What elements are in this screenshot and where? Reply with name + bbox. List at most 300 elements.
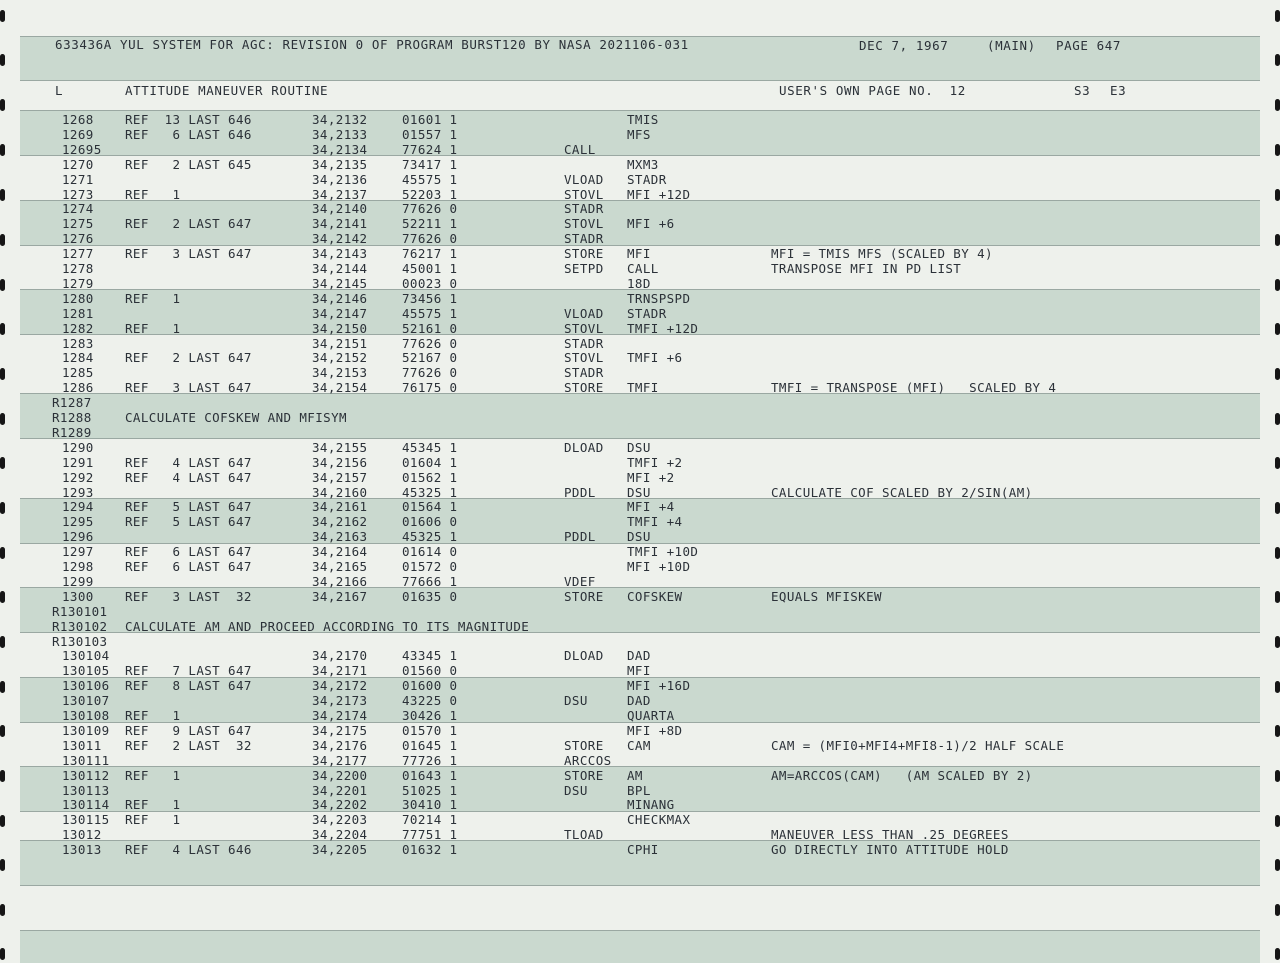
listing-row [0, 559, 1280, 574]
octal-word: 43345 1 [402, 648, 458, 664]
octal-word: 77626 0 [402, 201, 458, 217]
reference-info: REF 1 [125, 797, 181, 813]
operand: TMFI +6 [627, 350, 683, 366]
reference-info: REF 3 LAST 32 [125, 588, 252, 604]
octal-word: 01632 1 [402, 842, 458, 858]
memory-address: 34,2201 [312, 782, 368, 798]
octal-word: 73417 1 [402, 156, 458, 172]
listing-row [0, 485, 1280, 500]
memory-address: 34,2140 [312, 201, 368, 217]
listing-row [0, 619, 1280, 634]
memory-address: 34,2136 [312, 171, 368, 187]
operand: TMFI +2 [627, 454, 683, 470]
opcode: PDDL [564, 484, 596, 500]
opcode: VLOAD [564, 305, 604, 321]
listing-row [0, 306, 1280, 321]
operand: MFI +10D [627, 559, 691, 574]
octal-word: 77726 1 [402, 752, 458, 768]
line-number: 1290 [62, 439, 94, 455]
octal-word: 77626 0 [402, 365, 458, 381]
line-number: 130115 [62, 812, 110, 828]
listing-row [0, 663, 1280, 678]
reference-info: REF 1 [125, 812, 181, 828]
memory-address: 34,2156 [312, 454, 368, 470]
line-number: 1276 [62, 231, 94, 247]
operand: 18D [627, 275, 651, 291]
line-number: 1284 [62, 350, 94, 366]
octal-word: 01564 1 [402, 499, 458, 515]
reference-info: REF 8 LAST 647 [125, 678, 252, 694]
reference-info: CALCULATE AM AND PROCEED ACCORDING TO ITS MAGNITUDE [125, 618, 530, 634]
listing-row [0, 768, 1280, 783]
header-date: DEC 7, 1967 [859, 38, 949, 53]
reference-info: REF 7 LAST 647 [125, 663, 252, 679]
reference-info: REF 1 [125, 767, 181, 783]
memory-address: 34,2162 [312, 514, 368, 530]
operand: MXM3 [627, 156, 659, 172]
subheader-code-1: S3 [1074, 83, 1091, 98]
reference-info: REF 2 LAST 647 [125, 350, 252, 366]
listing-row [0, 157, 1280, 172]
listing-row [0, 142, 1280, 157]
operand: CPHI [627, 842, 659, 858]
line-number: 1294 [62, 499, 94, 515]
listing-row [0, 440, 1280, 455]
opcode: STORE [564, 380, 604, 396]
feed-hole [1275, 10, 1280, 22]
octal-word: 00023 0 [402, 275, 458, 291]
memory-address: 34,2142 [312, 231, 368, 247]
line-number: 1285 [62, 365, 94, 381]
line-number: 130111 [62, 752, 110, 768]
operand: STADR [627, 171, 667, 187]
line-number: 1300 [62, 588, 94, 604]
operand: CALL [627, 261, 659, 276]
line-number: 1268 [62, 112, 94, 127]
line-number: 1278 [62, 261, 94, 276]
octal-word: 01600 0 [402, 678, 458, 694]
reference-info: REF 6 LAST 647 [125, 544, 252, 560]
listing-row [0, 648, 1280, 663]
feed-hole [1275, 859, 1280, 871]
reference-info: REF 5 LAST 647 [125, 499, 252, 515]
octal-word: 76217 1 [402, 246, 458, 262]
memory-address: 34,2174 [312, 708, 368, 723]
octal-word: 52211 1 [402, 216, 458, 232]
operand: MINANG [627, 797, 675, 813]
memory-address: 34,2175 [312, 722, 368, 738]
operand: TRNSPSPD [627, 290, 691, 306]
reference-info: REF 2 LAST 647 [125, 216, 252, 232]
octal-word: 01562 1 [402, 469, 458, 485]
line-number: 1283 [62, 335, 94, 351]
opcode: STADR [564, 365, 604, 381]
listing-row [0, 753, 1280, 768]
memory-address: 34,2173 [312, 693, 368, 709]
feed-hole [0, 904, 5, 916]
reference-info: REF 4 LAST 647 [125, 469, 252, 485]
listing-row [0, 842, 1280, 857]
octal-word: 45001 1 [402, 261, 458, 276]
memory-address: 34,2202 [312, 797, 368, 813]
operand: STADR [627, 305, 667, 321]
line-number: 130113 [62, 782, 110, 798]
operand: TMIS [627, 112, 659, 127]
line-number: R1289 [52, 424, 92, 440]
octal-word: 77626 0 [402, 231, 458, 247]
listing-row [0, 455, 1280, 470]
octal-word: 01570 1 [402, 722, 458, 738]
rule-line [20, 885, 1260, 886]
line-number: 1275 [62, 216, 94, 232]
listing-row [0, 425, 1280, 440]
comment: MANEUVER LESS THAN .25 DEGREES [771, 827, 1009, 843]
memory-address: 34,2165 [312, 559, 368, 574]
opcode: STORE [564, 588, 604, 604]
line-number: 1270 [62, 156, 94, 172]
listing-row [0, 365, 1280, 380]
line-number: 130114 [62, 797, 110, 813]
listing-row [0, 529, 1280, 544]
reference-info: REF 1 [125, 290, 181, 306]
operand: MFS [627, 126, 651, 142]
operand: TMFI +12D [627, 320, 699, 336]
memory-address: 34,2157 [312, 469, 368, 485]
operand: TMFI [627, 380, 659, 396]
operand: DSU [627, 484, 651, 500]
opcode: DSU [564, 693, 588, 709]
reference-info: REF 3 LAST 647 [125, 380, 252, 396]
line-number: 130109 [62, 722, 110, 738]
operand: DAD [627, 693, 651, 709]
reference-info: REF 1 [125, 186, 181, 202]
line-number: 1271 [62, 171, 94, 187]
octal-word: 77624 1 [402, 141, 458, 157]
line-number: 1269 [62, 126, 94, 142]
comment: CAM = (MFI0+MFI4+MFI8-1)/2 HALF SCALE [771, 737, 1065, 753]
listing-row [0, 797, 1280, 812]
line-number: 1279 [62, 275, 94, 291]
listing-row [0, 112, 1280, 127]
reference-info: CALCULATE COFSKEW AND MFISYM [125, 410, 347, 425]
operand: MFI +16D [627, 678, 691, 694]
operand: MFI +8D [627, 722, 683, 738]
octal-word: 01606 0 [402, 514, 458, 530]
octal-word: 51025 1 [402, 782, 458, 798]
memory-address: 34,2200 [312, 767, 368, 783]
memory-address: 34,2176 [312, 737, 368, 753]
comment: AM=ARCCOS(CAM) (AM SCALED BY 2) [771, 767, 1033, 783]
memory-address: 34,2143 [312, 246, 368, 262]
opcode: STOVL [564, 186, 604, 202]
line-number: 1274 [62, 201, 94, 217]
listing-row [0, 276, 1280, 291]
reference-info: REF 5 LAST 647 [125, 514, 252, 530]
opcode: VLOAD [564, 171, 604, 187]
octal-word: 30426 1 [402, 708, 458, 723]
line-number: 1293 [62, 484, 94, 500]
reference-info: REF 1 [125, 708, 181, 723]
listing-row [0, 812, 1280, 827]
opcode: STADR [564, 231, 604, 247]
operand: BPL [627, 782, 651, 798]
line-number: 1280 [62, 290, 94, 306]
listing-row [0, 827, 1280, 842]
listing-row [0, 574, 1280, 589]
listing-row [0, 693, 1280, 708]
user-page-number: USER'S OWN PAGE NO. 12 [779, 83, 966, 98]
memory-address: 34,2172 [312, 678, 368, 694]
opcode: STORE [564, 246, 604, 262]
listing-row [0, 261, 1280, 276]
memory-address: 34,2163 [312, 529, 368, 545]
listing-row [0, 127, 1280, 142]
operand: COFSKEW [627, 588, 683, 604]
octal-word: 01643 1 [402, 767, 458, 783]
listing-row [0, 291, 1280, 306]
octal-word: 01635 0 [402, 588, 458, 604]
line-number: 1273 [62, 186, 94, 202]
line-number: 1295 [62, 514, 94, 530]
opcode: STOVL [564, 350, 604, 366]
line-number: 130104 [62, 648, 110, 664]
listing-row [0, 410, 1280, 425]
listing-row [0, 321, 1280, 336]
line-number: 13011 [62, 737, 102, 753]
line-number: 1277 [62, 246, 94, 262]
operand: CAM [627, 737, 651, 753]
line-number: 13013 [62, 842, 102, 858]
listing-row [0, 783, 1280, 798]
listing-row [0, 201, 1280, 216]
line-number: 1282 [62, 320, 94, 336]
listing-row [0, 246, 1280, 261]
reference-info: REF 3 LAST 647 [125, 246, 252, 262]
operand: AM [627, 767, 643, 783]
listing-row [0, 678, 1280, 693]
octal-word: 76175 0 [402, 380, 458, 396]
memory-address: 34,2177 [312, 752, 368, 768]
reference-info: REF 6 LAST 646 [125, 126, 252, 142]
opcode: ARCCOS [564, 752, 612, 768]
octal-word: 01572 0 [402, 559, 458, 574]
header-title: 633436A YUL SYSTEM FOR AGC: REVISION 0 OF PROGRAM BURST120 BY NASA 2021106-031 [55, 37, 689, 52]
listing-row [0, 723, 1280, 738]
opcode: STOVL [564, 216, 604, 232]
octal-word: 77626 0 [402, 335, 458, 351]
line-number: 1297 [62, 544, 94, 560]
opcode: SETPD [564, 261, 604, 276]
octal-word: 52203 1 [402, 186, 458, 202]
operand: MFI +2 [627, 469, 675, 485]
memory-address: 34,2171 [312, 663, 368, 679]
listing-row [0, 231, 1280, 246]
memory-address: 34,2164 [312, 544, 368, 560]
operand: MFI [627, 246, 651, 262]
octal-word: 01604 1 [402, 454, 458, 470]
comment: GO DIRECTLY INTO ATTITUDE HOLD [771, 842, 1009, 858]
line-number: 130107 [62, 693, 110, 709]
memory-address: 34,2161 [312, 499, 368, 515]
line-number: 12695 [62, 141, 102, 157]
line-number: 13012 [62, 827, 102, 843]
memory-address: 34,2152 [312, 350, 368, 366]
feed-hole [0, 54, 5, 66]
opcode: PDDL [564, 529, 596, 545]
octal-word: 45325 1 [402, 529, 458, 545]
opcode: DSU [564, 782, 588, 798]
listing-row [0, 172, 1280, 187]
memory-address: 34,2166 [312, 573, 368, 589]
memory-address: 34,2154 [312, 380, 368, 396]
octal-word: 45345 1 [402, 439, 458, 455]
rule-line [20, 80, 1260, 81]
line-number: 130112 [62, 767, 110, 783]
octal-word: 30410 1 [402, 797, 458, 813]
octal-word: 52167 0 [402, 350, 458, 366]
opcode: STORE [564, 767, 604, 783]
memory-address: 34,2151 [312, 335, 368, 351]
memory-address: 34,2167 [312, 588, 368, 604]
opcode: VDEF [564, 573, 596, 589]
operand: MFI [627, 663, 651, 679]
line-number: 1286 [62, 380, 94, 396]
section-title: ATTITUDE MANEUVER ROUTINE [125, 83, 329, 98]
comment: MFI = TMIS MFS (SCALED BY 4) [771, 246, 993, 262]
comment: CALCULATE COF SCALED BY 2/SIN(AM) [771, 484, 1033, 500]
reference-info: REF 4 LAST 646 [125, 842, 252, 858]
octal-word: 01560 0 [402, 663, 458, 679]
octal-word: 01557 1 [402, 126, 458, 142]
listing-row [0, 336, 1280, 351]
memory-address: 34,2135 [312, 156, 368, 172]
listing-row [0, 395, 1280, 410]
feed-hole [0, 859, 5, 871]
operand: MFI +4 [627, 499, 675, 515]
opcode: CALL [564, 141, 596, 157]
listing-row [0, 604, 1280, 619]
opcode: DLOAD [564, 648, 604, 664]
opcode: DLOAD [564, 439, 604, 455]
opcode: STADR [564, 335, 604, 351]
memory-address: 34,2160 [312, 484, 368, 500]
listing-row [0, 216, 1280, 231]
octal-word: 77666 1 [402, 573, 458, 589]
line-number: 1296 [62, 529, 94, 545]
memory-address: 34,2144 [312, 261, 368, 276]
comment: TMFI = TRANSPOSE (MFI) SCALED BY 4 [771, 380, 1057, 396]
feed-hole [0, 99, 5, 111]
memory-address: 34,2146 [312, 290, 368, 306]
listing-row [0, 738, 1280, 753]
line-number: R130101 [52, 603, 108, 619]
opcode: STORE [564, 737, 604, 753]
octal-word: 73456 1 [402, 290, 458, 306]
line-number: 1291 [62, 454, 94, 470]
memory-address: 34,2147 [312, 305, 368, 321]
feed-hole [1275, 54, 1280, 66]
operand: MFI +12D [627, 186, 691, 202]
opcode: STADR [564, 201, 604, 217]
rule-line [20, 110, 1260, 111]
header-tag: (MAIN) [987, 38, 1036, 53]
memory-address: 34,2141 [312, 216, 368, 232]
operand: CHECKMAX [627, 812, 691, 828]
memory-address: 34,2137 [312, 186, 368, 202]
opcode: TLOAD [564, 827, 604, 843]
line-number: 1298 [62, 559, 94, 574]
line-number: 130105 [62, 663, 110, 679]
line-number: 1281 [62, 305, 94, 321]
octal-word: 43225 0 [402, 693, 458, 709]
line-number: R130102 [52, 618, 108, 634]
line-number: R1288 [52, 410, 92, 425]
octal-word: 77751 1 [402, 827, 458, 843]
operand: TMFI +4 [627, 514, 683, 530]
listing-row [0, 470, 1280, 485]
octal-word: 01614 0 [402, 544, 458, 560]
operand: MFI +6 [627, 216, 675, 232]
reference-info: REF 1 [125, 320, 181, 336]
subheader-code-2: E3 [1110, 83, 1127, 98]
octal-word: 45575 1 [402, 305, 458, 321]
comment: TRANSPOSE MFI IN PD LIST [771, 261, 962, 276]
memory-address: 34,2204 [312, 827, 368, 843]
line-number: 1292 [62, 469, 94, 485]
listing-row [0, 499, 1280, 514]
feed-hole [1275, 948, 1280, 960]
reference-info: REF 2 LAST 32 [125, 737, 252, 753]
octal-word: 01645 1 [402, 737, 458, 753]
memory-address: 34,2153 [312, 365, 368, 381]
feed-hole [1275, 904, 1280, 916]
feed-hole [1275, 99, 1280, 111]
operand: DAD [627, 648, 651, 664]
feed-hole [0, 10, 5, 22]
listing-row [0, 514, 1280, 529]
listing-row [0, 187, 1280, 202]
memory-address: 34,2133 [312, 126, 368, 142]
octal-word: 01601 1 [402, 112, 458, 127]
memory-address: 34,2134 [312, 141, 368, 157]
feed-hole [0, 948, 5, 960]
memory-address: 34,2155 [312, 439, 368, 455]
operand: QUARTA [627, 708, 675, 723]
subheader-flag: L [55, 83, 64, 98]
green-band [20, 930, 1260, 963]
listing-row [0, 634, 1280, 649]
operand: DSU [627, 439, 651, 455]
line-number: 130106 [62, 678, 110, 694]
comment: EQUALS MFISKEW [771, 588, 882, 604]
octal-word: 45575 1 [402, 171, 458, 187]
opcode: STOVL [564, 320, 604, 336]
line-number: 130108 [62, 708, 110, 723]
octal-word: 45325 1 [402, 484, 458, 500]
header-page: PAGE 647 [1056, 38, 1122, 53]
memory-address: 34,2150 [312, 320, 368, 336]
memory-address: 34,2203 [312, 812, 368, 828]
reference-info: REF 2 LAST 645 [125, 156, 252, 172]
operand: TMFI +10D [627, 544, 699, 560]
line-number: R130103 [52, 633, 108, 649]
reference-info: REF 6 LAST 647 [125, 559, 252, 574]
memory-address: 34,2145 [312, 275, 368, 291]
memory-address: 34,2132 [312, 112, 368, 127]
rule-line [20, 930, 1260, 931]
reference-info: REF 13 LAST 646 [125, 112, 252, 127]
line-number: 1299 [62, 573, 94, 589]
